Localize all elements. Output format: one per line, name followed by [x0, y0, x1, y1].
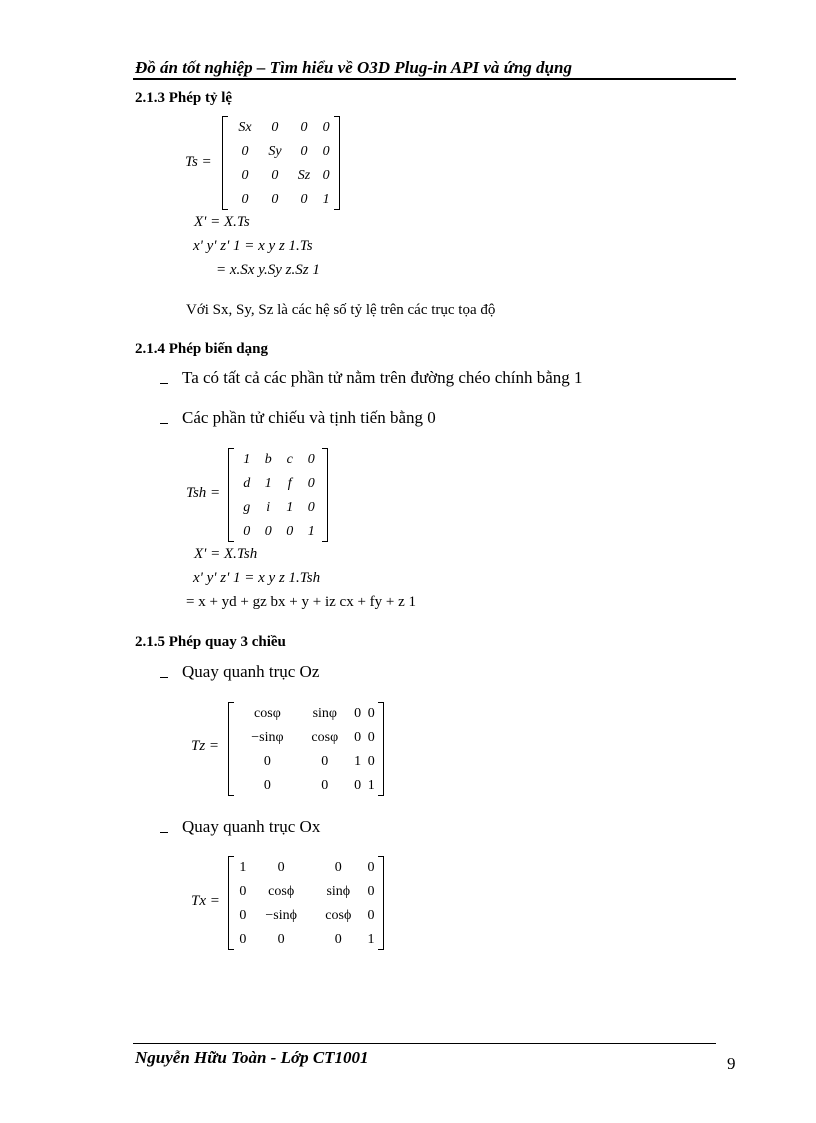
tx-label: Tx =	[191, 893, 220, 909]
page-number: 9	[727, 1054, 736, 1073]
matrix-cell: 0	[334, 932, 342, 947]
matrix-cell: 0	[354, 730, 362, 745]
section-title-2-1-4: 2.1.4 Phép biến dạng	[135, 341, 268, 357]
matrix-cell: 0	[367, 730, 375, 745]
matrix-cell: 1	[354, 754, 362, 769]
ts-label: Ts =	[185, 154, 212, 170]
matrix-cell: 0	[307, 500, 315, 515]
matrix-cell: 0	[239, 908, 247, 923]
matrix-cell: 0	[322, 144, 330, 159]
matrix-cell: 0	[241, 192, 249, 207]
matrix-cell: i	[266, 500, 271, 515]
ts-matrix	[222, 116, 340, 210]
matrix-cell: cosϕ	[268, 884, 295, 899]
equation: X' = X.Ts	[194, 214, 250, 230]
footer-rule	[133, 1043, 716, 1044]
tsh-label: Tsh =	[186, 485, 221, 501]
equation: = x.Sx y.Sy z.Sz 1	[216, 262, 320, 278]
matrix-cell: 0	[354, 706, 362, 721]
matrix-cell: 1	[367, 932, 375, 947]
matrix-cell: 0	[321, 754, 329, 769]
matrix-cell: d	[243, 476, 251, 491]
equation: X' = X.Tsh	[194, 546, 258, 562]
tz-matrix	[228, 702, 384, 796]
matrix-cell: 1	[307, 524, 315, 539]
matrix-cell: 0	[277, 932, 285, 947]
matrix-cell: −sinϕ	[265, 908, 297, 923]
matrix-cell: c	[286, 452, 293, 467]
matrix-cell: 0	[241, 168, 249, 183]
matrix-cell: 0	[271, 192, 279, 207]
matrix-cell: 0	[264, 524, 272, 539]
note-text: Với Sx, Sy, Sz là các hệ số tỷ lệ trên các trục tọa độ	[186, 302, 496, 318]
bullet-item: Các phần tử chiếu và tịnh tiến bằng 0	[160, 408, 436, 428]
matrix-cell: 0	[321, 778, 329, 793]
section-title-2-1-5: 2.1.5 Phép quay 3 chiều	[135, 634, 286, 650]
matrix-cell: b	[264, 452, 272, 467]
matrix-cell: 0	[241, 144, 249, 159]
matrix-cell: 0	[277, 860, 285, 875]
matrix-cell: Sy	[268, 144, 282, 159]
matrix-cell: 0	[307, 452, 315, 467]
matrix-cell: 0	[239, 884, 247, 899]
equation: x' y' z' 1 = x y z 1.Ts	[193, 238, 313, 254]
matrix-cell: 0	[271, 120, 279, 135]
tx-matrix	[228, 856, 384, 950]
matrix-cell: Sx	[238, 120, 252, 135]
bullet-item: Quay quanh trục Ox	[160, 817, 320, 837]
matrix-cell: 1	[264, 476, 272, 491]
matrix-cell: cosφ	[311, 730, 339, 745]
page-header: Đồ án tốt nghiệp – Tìm hiểu về O3D Plug-in API và ứng dụng	[135, 58, 572, 77]
tz-label: Tz =	[191, 738, 220, 754]
dash-icon	[160, 383, 168, 384]
matrix-cell: Sz	[297, 168, 311, 183]
dash-icon	[160, 423, 168, 424]
dash-icon	[160, 677, 168, 678]
matrix-cell: f	[287, 476, 292, 491]
matrix-cell: sinφ	[312, 706, 337, 721]
matrix-cell: 0	[307, 476, 315, 491]
matrix-cell: 1	[367, 778, 375, 793]
matrix-cell: 0	[300, 144, 308, 159]
matrix-cell: 0	[322, 168, 330, 183]
bullet-item: Quay quanh trục Oz	[160, 662, 319, 682]
matrix-cell: 0	[367, 860, 375, 875]
matrix-cell: 0	[322, 120, 330, 135]
matrix-cell: 0	[300, 120, 308, 135]
tsh-matrix	[228, 448, 328, 542]
matrix-cell: cosϕ	[325, 908, 352, 923]
matrix-cell: 1	[239, 860, 247, 875]
matrix-cell: 1	[243, 452, 251, 467]
matrix-cell: sinϕ	[326, 884, 351, 899]
matrix-cell: −sinφ	[251, 730, 284, 745]
matrix-cell: 0	[334, 860, 342, 875]
matrix-cell: 0	[239, 932, 247, 947]
matrix-cell: 0	[354, 778, 362, 793]
matrix-cell: 0	[263, 754, 271, 769]
section-title-2-1-3: 2.1.3 Phép tỷ lệ	[135, 90, 233, 106]
equation: = x + yd + gz bx + y + iz cx + fy + z 1	[186, 594, 417, 610]
dash-icon	[160, 832, 168, 833]
matrix-cell: 0	[243, 524, 251, 539]
matrix-cell: g	[243, 500, 251, 515]
matrix-cell: 0	[300, 192, 308, 207]
matrix-cell: 0	[367, 754, 375, 769]
matrix-cell: 1	[286, 500, 294, 515]
matrix-cell: 0	[263, 778, 271, 793]
equation: x' y' z' 1 = x y z 1.Tsh	[193, 570, 321, 586]
matrix-cell: 0	[367, 706, 375, 721]
matrix-cell: cosφ	[254, 706, 281, 721]
matrix-cell: 1	[322, 192, 330, 207]
matrix-cell: 0	[367, 908, 375, 923]
footer-author: Nguyễn Hữu Toàn - Lớp CT1001	[135, 1048, 369, 1067]
bullet-item: Ta có tất cả các phần tử nằm trên đường chéo chính bằng 1	[160, 368, 583, 388]
matrix-cell: 0	[271, 168, 279, 183]
header-rule	[133, 78, 736, 80]
matrix-cell: 0	[286, 524, 294, 539]
matrix-cell: 0	[367, 884, 375, 899]
